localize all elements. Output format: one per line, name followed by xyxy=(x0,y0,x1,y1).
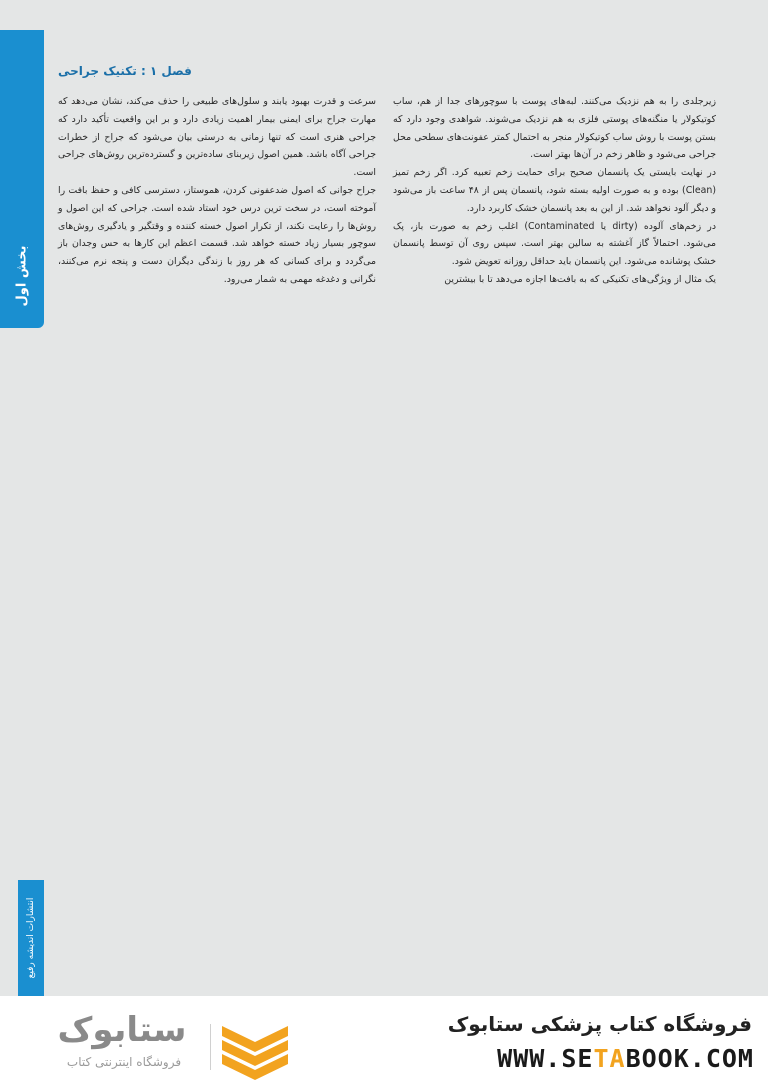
store-url[interactable] xyxy=(398,1044,754,1073)
right-text-column xyxy=(393,93,716,289)
publisher-side-tab xyxy=(18,880,44,996)
logo-divider xyxy=(210,1024,211,1070)
store-name: فروشگاه کتاب پزشکی ستابوک xyxy=(447,1012,752,1036)
paragraph: یک مثال از ویژگی‌های تکنیکی که به بافت‌ها اجازه می‌دهد تا با بیشترین xyxy=(444,273,716,285)
url-highlight: TA xyxy=(593,1044,626,1073)
paragraph: زیرجلدی را به هم نزدیک می‌کنند. لبه‌های پوست با سوچورهای جدا از هم، ساب کوتیکولار یا منگنه‌های پوستی فلزی به هم نزدیک می‌شوند. شواهدی وجود دارد که بستن پوست با روش ساب کوتیکولار منجر به احتمال کمتر عفونت‌های سطحی محل جراحی می‌شود و ظاهر زخم در آن‌ها بهتر است. xyxy=(393,96,716,161)
paragraph: در زخم‌های آلوده (dirty یا Contaminated) اغلب زخم به صورت باز، پک می‌شود. احتمالاً گاز آغشته به سالین بهتر است. سپس روی آن توسط پانسمان خشک پوشانده می‌شود. این پانسمان باید حداقل روزانه تعویض شود. xyxy=(393,220,716,268)
paragraph: جراح جوانی که اصول ضدعفونی کردن، هموستاز، دسترسی کافی و حفظ بافت را آموخته است، در سخت ترین درس خود استاد شده است. جراحی که این اصول و روش‌ها را رعایت نکند، از تکرار اصول خسته کننده و وقتگیر و یادگیری روش‌های سوچور بسیار زیاد خسته خواهد شد. قسمت اعظم این کارها به حس وجدان باز می‌گردد و برای کسانی که هر روز با زندگی دیگران دست و پنجه نرم می‌کنند، نگرانی و دغدغه مهمی به شمار می‌رود. xyxy=(58,184,376,285)
book-logo-icon xyxy=(218,1020,292,1080)
section-side-tab xyxy=(0,30,44,328)
logo-wordmark: ستابوک xyxy=(57,1010,187,1050)
left-text-column xyxy=(58,93,376,289)
publisher-label: انتشارات اندیشه رفیع xyxy=(26,897,36,979)
logo-subtitle: فروشگاه اینترنتی کتاب xyxy=(66,1055,182,1069)
paragraph: در نهایت بایستی یک پانسمان صحیح برای حمایت زخم تعبیه کرد. اگر زخم تمیز (Clean) بوده و به صورت اولیه بسته شود، پانسمان پس از ۴۸ ساعت باز می‌شود و دیگر آلود نخواهد شد. از این به بعد پانسمان خشک کاربرد دارد. xyxy=(393,167,716,214)
chapter-title: فصل ۱ : تکنیک جراحی xyxy=(58,64,192,78)
section-label: بخش اول xyxy=(14,245,30,307)
url-part-1: WWW.SE xyxy=(497,1044,594,1073)
url-part-2: BOOK.COM xyxy=(625,1044,754,1073)
paragraph: سرعت و قدرت بهبود یابند و سلول‌های طبیعی را حذف می‌کند، نشان می‌دهد که مهارت جراح برای ایمنی بیمار اهمیت زیادی دارد و بر این واقعیت تأکید دارد که جراحی هنری است که تنها زمانی به درستی بیان می‌شود که جراح از خطرات جراحی آگاه باشد. همین اصول زیربنای ساده‌ترین و گسترده‌ترین روش‌های جراحی است. xyxy=(58,96,376,179)
